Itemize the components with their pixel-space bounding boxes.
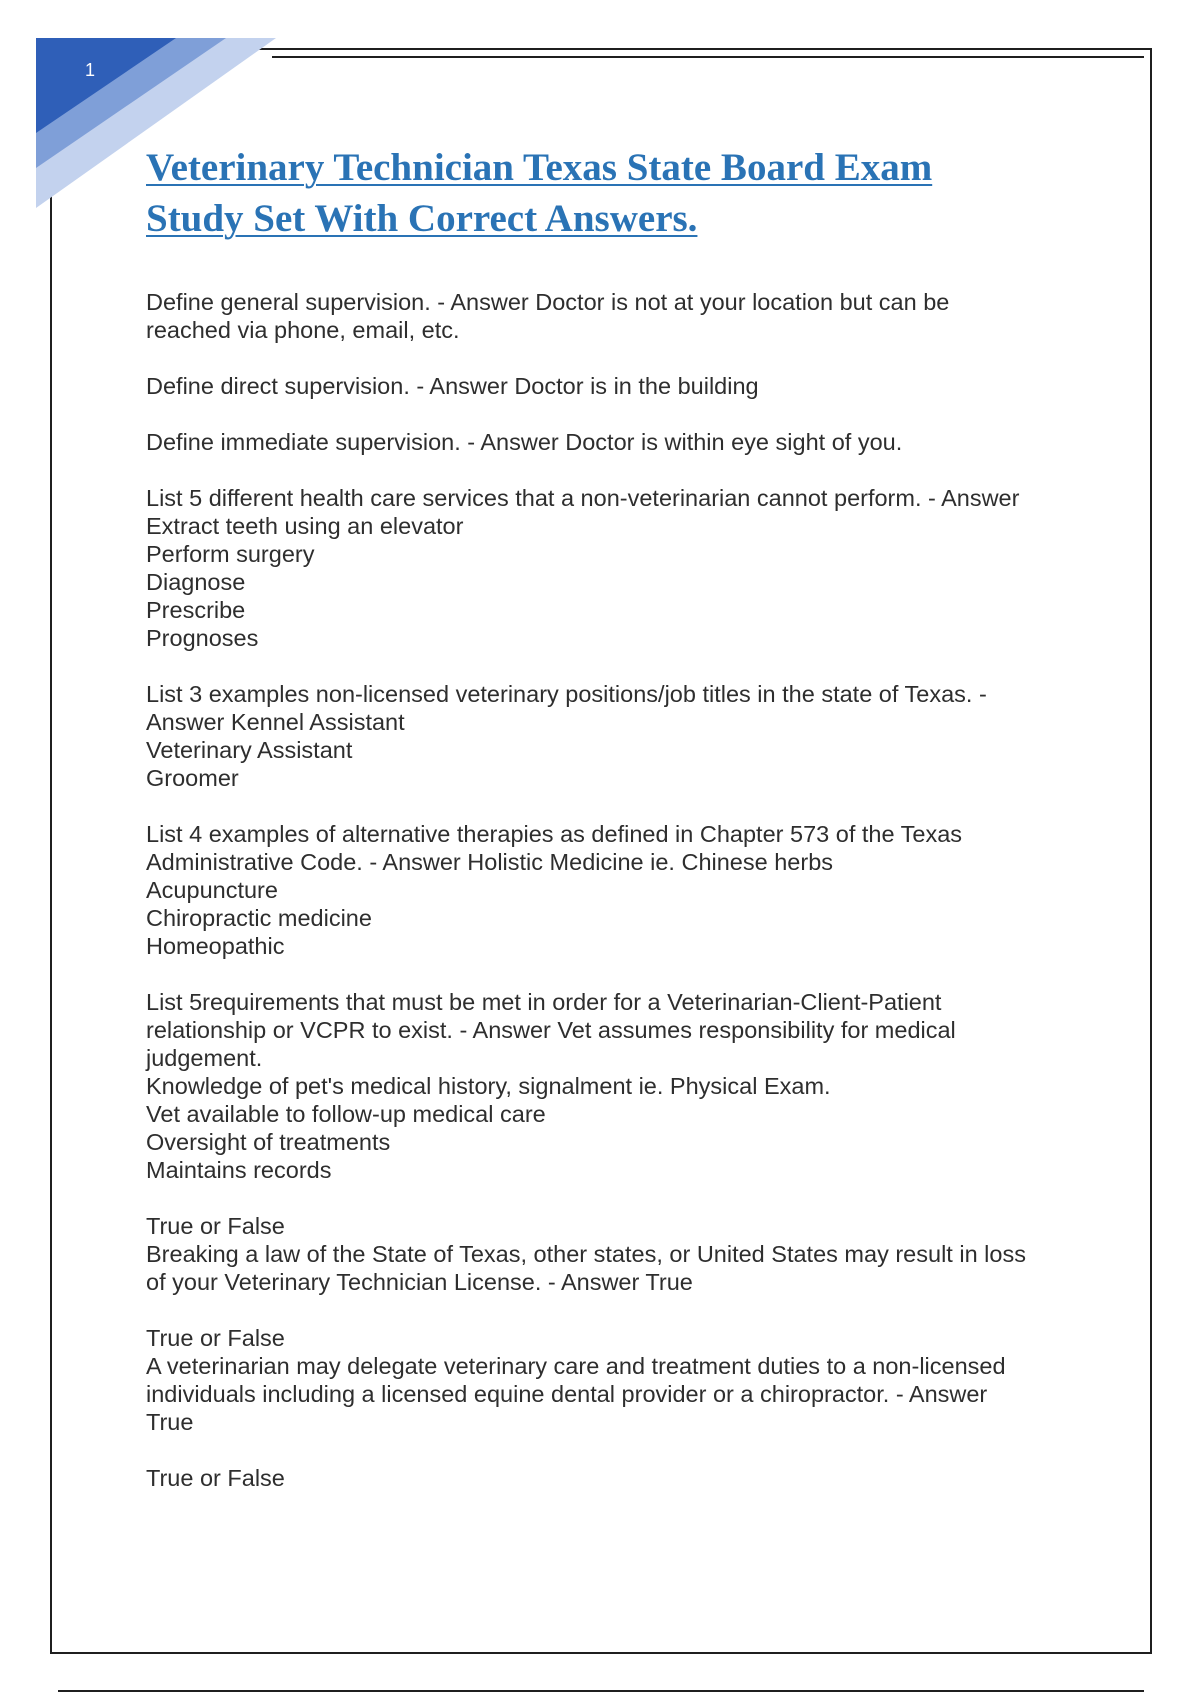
qa-item	[146, 288, 1086, 344]
qa-line: True	[146, 1409, 194, 1435]
qa-item	[146, 1212, 1086, 1296]
qa-item	[146, 1324, 1086, 1436]
qa-line: True or False	[146, 1213, 285, 1239]
qa-item	[146, 1464, 1086, 1492]
qa-list	[146, 288, 1086, 1520]
qa-line: relationship or VCPR to exist. - Answer Vet assumes responsibility for medical	[146, 1017, 956, 1043]
qa-item	[146, 428, 1086, 456]
qa-line: Prognoses	[146, 625, 259, 651]
qa-line: individuals including a licensed equine dental provider or a chiropractor. - Answer	[146, 1381, 988, 1407]
qa-line: Knowledge of pet's medical history, signalment ie. Physical Exam.	[146, 1073, 831, 1099]
qa-line: Prescribe	[146, 597, 246, 623]
qa-item	[146, 484, 1086, 652]
qa-item	[146, 372, 1086, 400]
footer-rule	[58, 1690, 1144, 1692]
qa-line: Define general supervision. - Answer Doctor is not at your location but can be	[146, 289, 950, 315]
qa-line: True or False	[146, 1465, 285, 1491]
qa-line: True or False	[146, 1325, 285, 1351]
header-rule	[272, 56, 1144, 58]
qa-line: Perform surgery	[146, 541, 315, 567]
title-line-2: Study Set With Correct Answers.	[146, 197, 698, 240]
qa-line: Define direct supervision. - Answer Doctor is in the building	[146, 373, 759, 399]
qa-line: Extract teeth using an elevator	[146, 513, 464, 539]
qa-item	[146, 988, 1086, 1184]
title-line-1: Veterinary Technician Texas State Board Exam	[146, 146, 933, 189]
qa-line: Answer Kennel Assistant	[146, 709, 405, 735]
qa-item	[146, 680, 1086, 792]
qa-line: Maintains records	[146, 1157, 332, 1183]
qa-line: Breaking a law of the State of Texas, other states, or United States may result in loss	[146, 1241, 1026, 1267]
qa-line: Vet available to follow-up medical care	[146, 1101, 546, 1127]
qa-line: Veterinary Assistant	[146, 737, 353, 763]
document-title	[146, 142, 1076, 244]
qa-line: Acupuncture	[146, 877, 278, 903]
qa-line: judgement.	[146, 1045, 263, 1071]
qa-line: Groomer	[146, 765, 239, 791]
qa-line: A veterinarian may delegate veterinary care and treatment duties to a non-licensed	[146, 1353, 1006, 1379]
qa-line: Homeopathic	[146, 933, 285, 959]
qa-line: reached via phone, email, etc.	[146, 317, 460, 343]
page-number: 1	[84, 60, 95, 80]
qa-line: Define immediate supervision. - Answer Doctor is within eye sight of you.	[146, 429, 903, 455]
qa-line: List 4 examples of alternative therapies as defined in Chapter 573 of the Texas	[146, 821, 963, 847]
qa-line: Oversight of treatments	[146, 1129, 391, 1155]
qa-item	[146, 820, 1086, 960]
qa-line: Administrative Code. - Answer Holistic Medicine ie. Chinese herbs	[146, 849, 834, 875]
qa-line: Diagnose	[146, 569, 246, 595]
qa-line: of your Veterinary Technician License. - Answer True	[146, 1269, 693, 1295]
qa-line: List 5requirements that must be met in order for a Veterinarian-Client-Patient	[146, 989, 942, 1015]
qa-line: List 3 examples non-licensed veterinary positions/job titles in the state of Texas. -	[146, 681, 987, 707]
qa-line: Chiropractic medicine	[146, 905, 372, 931]
qa-line: List 5 different health care services that a non-veterinarian cannot perform. - Answer	[146, 485, 1020, 511]
